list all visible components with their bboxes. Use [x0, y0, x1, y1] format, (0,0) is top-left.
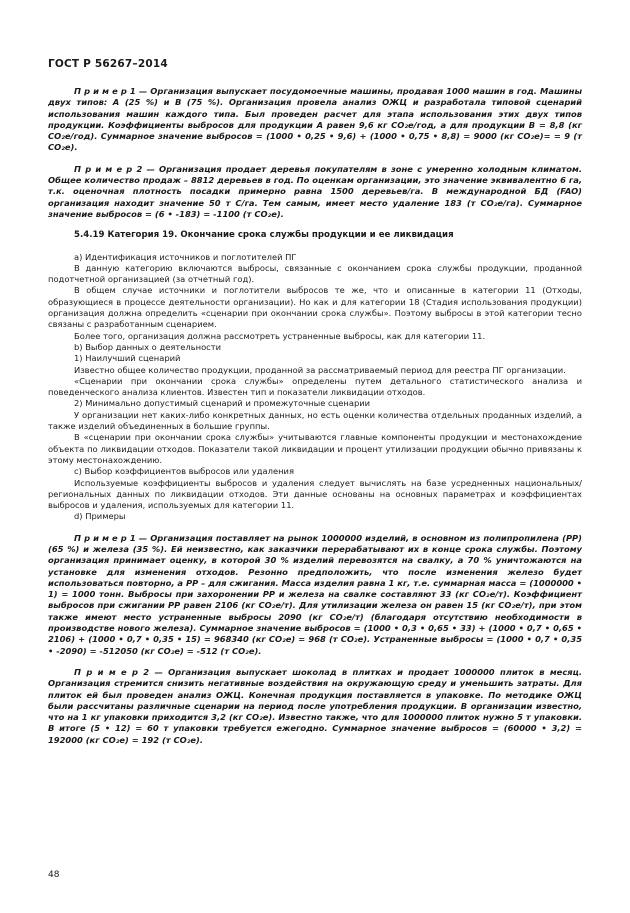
example-text: — Организация выпускает посудомоечные машины, продавая 1000 машин в год. Машины двух типов: А (25 %) и В (75 %). Организация провела анализ ОЖЦ и разработала типовой сценарий использования машин каждого типа. Был проведен расчет для этапа использования этих двух типов продукции. Коэффициенты выбросов для продукции А равен 9,6 кг CO₂e/год, а для продукции В = 8,8 (кг CO₂e/год). Суммарное значение выбросов = (1000 • 0,25 • 9,6) + (1000 • 0,75 • 8,8) = 9000 (кг CO₂e)= = 9 (т CO₂e). — [48, 86, 582, 153]
example-text: — Организация поставляет на рынок 1000000 изделий, в основном из полипропилена (PP) (65 %) и железа (35 %). Ей неизвестно, как заказчики перерабатывают их в конце срока службы. Поэтому организация принимает оценку, в которой 30 % изделий перевозятся на свалку, а 70 % уничтожаются на установке для изменения отходов. Резонно предположить, что после изменения железо будет использоваться повторно, а PP – для сжигания. Масса изделия равна 1 кг, т.е. суммарная масса = (1000000 • 1) = 1000 тонн. Выбросы при захоронении PP и железа на свалке составляют 33 (кг CO₂e/т). Коэффициент выбросов при сжигании PP равен 2106 (кг CO₂e/т). Для утилизации железа он равен 15 (кг CO₂e/т), при этом также имеют место устраненные выбросы 2090 (кг CO₂e/т) (благодаря отсутствию необходимости в производстве нового железа). Суммарное значение выбросов = (1000 • 0,3 • 0,65 • 33) + (1000 • 0,7 • 0,65 • 2106) + (1000 • 0,7 • 0,35 • 15) = 968340 (кг CO₂e) = 968 (т CO₂e). Устраненные выбросы = (1000 • 0,7 • 0,35 • -2090) = -512050 (кг CO₂e) = -512 (т CO₂e). — [48, 532, 582, 656]
body-paragraph: b) Выбор данных о деятельности — [74, 341, 222, 352]
body-paragraph: У организации нет каких-либо конкретных данных, но есть оценки количества отдельных проданных изделий, а также изделий объединенных в большие группы. — [48, 409, 582, 432]
example-paragraph — [48, 164, 582, 220]
example-label: П р и м е р 2 — [74, 666, 150, 677]
example-label: П р и м е р 2 — [74, 163, 143, 174]
body-paragraph: «Сценарии при окончании срока службы» определены путем детального статистического анализа и поведенческого анализа клиентов. Известен тип и показатели ликвидации отходов. — [48, 375, 582, 398]
document-header: ГОСТ Р 56267–2014 — [48, 58, 168, 70]
body-paragraph: d) Примеры — [74, 511, 126, 522]
body-paragraph: Известно общее количество продукции, проданной за рассматриваемый период для реестра ПГ организации. — [74, 364, 566, 375]
example-label: П р и м е р 1 — [74, 86, 136, 96]
page-number: 48 — [48, 870, 60, 880]
body-paragraph: В «сценарии при окончании срока службы» учитываются главные компоненты продукции и местонахождение объекта по ликвидации отходов. Показатели такой ликвидации и процент утилизации продукции обычно привязаны к этому местонахождению. — [48, 432, 582, 465]
page-content — [48, 86, 582, 746]
example-text: — Организация выпускает шоколад в плитках и продает 1000000 плиток в месяц. Организация стремится снизить негативные воздействия на окружающую среду и уменьшить затраты. Для плиток ей был проведен анализ ОЖЦ. Конечная продукция поставляется в упаковке. По методике ОЖЦ были рассчитаны различные сценарии на период после употребления продукции. В организации известно, что на 1 кг упаковки приходится 3,2 (кг CO₂e). Известно также, что для 1000000 плиток нужно 5 т упаковки. В итоге (5 • 12) = 60 т упаковки требуется ежегодно. Суммарное значение выбросов = (60000 • 3,2) = 192000 (кг CO₂e) = 192 (т CO₂e). — [48, 666, 582, 745]
example-label: П р и м е р 1 — [74, 532, 136, 543]
section-title: 5.4.19 Категория 19. Окончание срока службы продукции и ее ликвидация — [74, 230, 454, 241]
body-paragraph: Используемые коэффициенты выбросов и удаления следует вычислять на базе усредненных национальных/региональных данных по ликвидации отходов. Эти данные основаны на основных параметрах и коэффициентах выбросов и удаления, используемых для категории 11. — [48, 477, 582, 511]
example-paragraph — [48, 86, 582, 154]
body-paragraph: 2) Минимально допустимый сценарий и промежуточные сценарии — [74, 398, 371, 409]
example-paragraph — [48, 533, 582, 657]
body-paragraph: с) Выбор коэффициентов выбросов или удаления — [74, 466, 294, 477]
body-paragraph: Более того, организация должна рассмотреть устраненные выбросы, как для категории 11. — [74, 330, 486, 341]
example-paragraph — [48, 667, 582, 746]
body-paragraph: 1) Наилучший сценарий — [74, 353, 181, 364]
body-paragraph: В данную категорию включаются выбросы, связанные с окончанием срока службы продукции, проданной подотчетной организацией (за отчетный год). — [48, 262, 582, 285]
body-paragraph: а) Идентификация источников и поглотителей ПГ — [74, 251, 297, 262]
body-paragraph: В общем случае источники и поглотители выбросов те же, что и описанные в категории 11 (Отходы, образующиеся в процессе деятельности организации). Но как и для категории 18 (Стадия использования продукции) организация должна определить «сценарии при окончании срока службы». Поэтому выбросы в этой категории тесно связаны с разработанным сценарием. — [48, 285, 582, 330]
example-text: — Организация продает деревья покупателям в зоне с умеренно холодным климатом. Общее количество продаж – 8812 деревьев в год. По оценкам организации, это значение эквивалентно 6 га, т.к. оценочная плотность посадки примерно равна 1500 деревьев/га. В международной БД (FAO) организация находит значение 50 т С/га. Тем самым, имеет место удаление 183 (т CO₂e/га). Суммарное значение выбросов = (6 • -183) = -1100 (т CO₂e). — [48, 163, 582, 219]
